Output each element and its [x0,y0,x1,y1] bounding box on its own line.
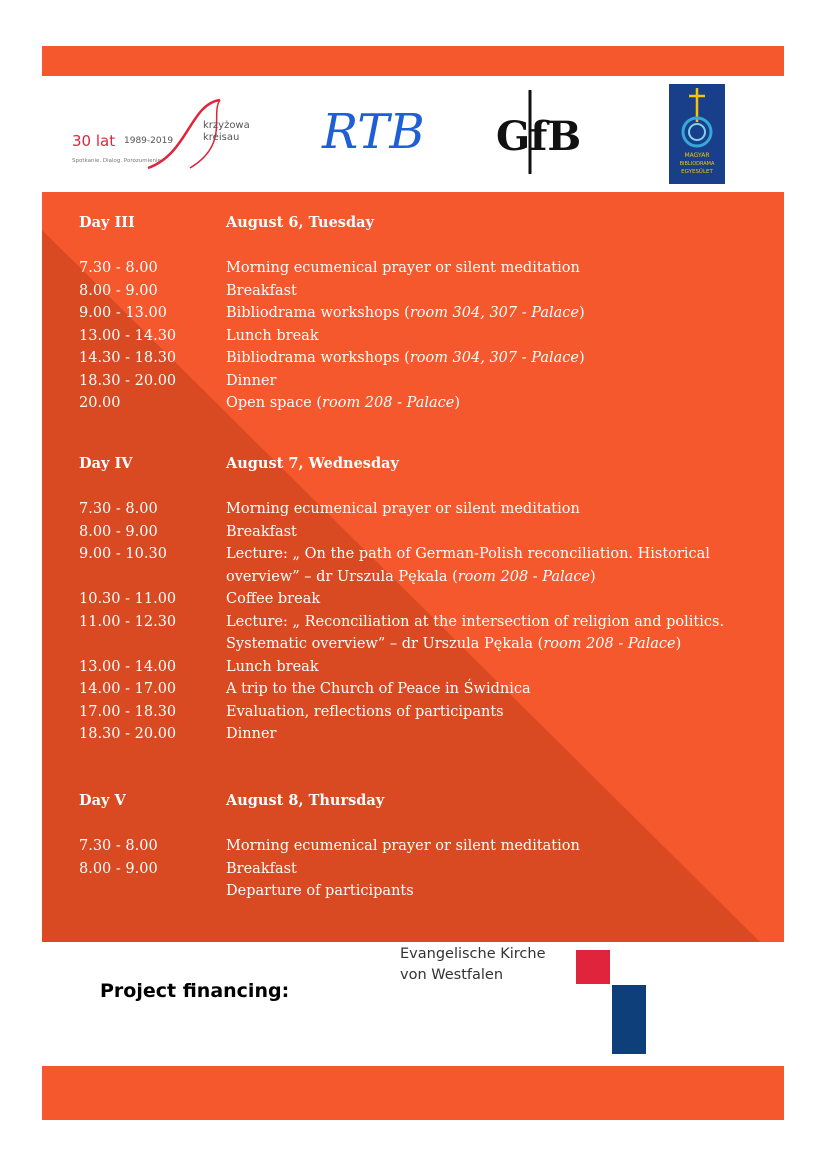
sponsor-name [400,944,546,986]
activity-close-paren: ) [578,350,585,366]
activity-text: Breakfast [226,282,297,299]
schedule-time: 18.30 - 20.00 [79,726,177,742]
schedule-activity [226,302,585,325]
sponsor-line-2: von Westfalen [400,967,504,983]
schedule-activity [226,280,297,303]
schedule-activity [226,566,596,589]
schedule-activity [226,656,319,679]
activity-location: room 208 - Palace [322,395,455,411]
schedule-time: 14.00 - 17.00 [79,681,177,697]
schedule-activity [226,370,276,393]
bottom-accent-bar [42,1066,784,1120]
kreisau-name-1: krzyżowa [203,120,250,131]
activity-text: Lunch break [226,658,319,675]
activity-text: Morning ecumenical prayer or silent meditation [226,838,580,854]
activity-text: Morning ecumenical prayer or silent meditation [226,501,580,517]
schedule-activity [226,880,414,903]
magyar-bibliodrama-logo [669,84,725,184]
schedule-time: 8.00 - 9.00 [79,860,158,877]
schedule-time: 10.30 - 11.00 [79,591,177,607]
schedule-activity [226,858,297,881]
schedule-activity [226,392,460,415]
activity-text: Coffee break [226,591,321,607]
day-date: August 7, Wednesday [226,455,399,472]
ekvw-blue-block [612,985,646,1054]
ekvw-red-square [576,950,610,984]
schedule-activity [226,543,710,566]
activity-location: room 304, 307 - Palace [409,305,579,321]
activity-text: Lecture: „ On the path of German-Polish reconciliation. Historical [226,546,710,562]
activity-text: Dinner [226,372,277,389]
schedule-time: 13.00 - 14.30 [79,327,177,344]
schedule-time: 9.00 - 10.30 [79,546,167,562]
day-date: August 6, Tuesday [226,214,374,231]
schedule-activity [226,835,580,858]
kreisau-name-2: kreisau [203,132,240,143]
activity-text: Breakfast [226,523,297,540]
activity-text: Lecture: „ Reconciliation at the intersection of religion and politics. [226,613,725,630]
day-label: Day V [79,792,126,809]
kreisau-years-big: 30 lat [72,132,116,150]
partner-logos [42,76,784,192]
activity-close-paren: ) [590,568,596,585]
activity-close-paren: ) [675,636,682,652]
schedule-activity [226,257,580,280]
activity-close-paren: ) [578,305,585,321]
activity-text: A trip to the Church of Peace in Świdnica [226,681,531,697]
schedule-activity [226,521,297,544]
kreisau-tagline: Spotkanie. Dialog. Porozumienie [72,158,161,164]
top-accent-bar [42,46,784,76]
schedule-activity [226,678,531,701]
kreisau-years-range: 1989-2019 [124,136,174,146]
svg-text:RTB: RTB [322,104,425,160]
schedule-time: 7.30 - 8.00 [79,501,158,517]
activity-close-paren: ) [454,395,460,411]
schedule-activity [226,723,276,746]
activity-location: room 208 - Palace [457,568,591,585]
rtb-logo [318,90,425,170]
kreisau-logo [70,94,270,174]
svg-text:GfB: GfB [496,113,582,160]
schedule-time: 7.30 - 8.00 [79,838,158,854]
schedule-activity [226,633,681,656]
schedule-activity [226,611,724,634]
magyar-line-2: BIBLIODRAMA [679,161,715,167]
schedule-activity [226,325,319,348]
activity-text: Breakfast [226,860,297,877]
gfb-logo-icon [492,82,582,182]
activity-location: room 208 - Palace [543,636,676,652]
rtb-logo-icon [318,90,425,170]
day-date: August 8, Thursday [226,792,385,809]
activity-text: Bibliodrama workshops ( [226,350,410,366]
magyar-line-1: MAGYAR [684,152,710,159]
schedule-time: 14.30 - 18.30 [79,350,177,366]
schedule-time: 7.30 - 8.00 [79,260,158,276]
activity-text: Morning ecumenical prayer or silent meditation [226,260,580,276]
activity-text: Dinner [226,726,277,742]
schedule-activity [226,588,320,611]
schedule-time: 8.00 - 9.00 [79,282,158,299]
schedule-time: 8.00 - 9.00 [79,523,158,540]
project-financing-label: Project financing: [100,980,290,1002]
schedule-time: 9.00 - 13.00 [79,305,167,321]
schedule-activity [226,498,580,521]
schedule-time: 18.30 - 20.00 [79,372,177,389]
activity-text: overview” – dr Urszula Pękala ( [226,568,458,585]
activity-text: Evaluation, reflections of participants [226,703,504,720]
gfb-logo [492,82,582,182]
schedule-time: 11.00 - 12.30 [79,613,177,630]
activity-text: Systematic overview” – dr Urszula Pękala ( [226,636,544,652]
schedule-time: 13.00 - 14.00 [79,658,177,675]
day-label: Day IV [79,455,133,472]
activity-location: room 304, 307 - Palace [409,350,579,366]
schedule-time: 17.00 - 18.30 [79,703,177,720]
activity-text: Departure of participants [226,883,414,899]
activity-text: Bibliodrama workshops ( [226,305,410,321]
activity-text: Open space ( [226,395,323,411]
schedule-time: 20.00 [79,395,121,411]
schedule-panel [42,192,784,942]
schedule-activity [226,701,504,724]
day-label: Day III [79,214,135,231]
sponsor-line-1: Evangelische Kirche [400,946,546,962]
magyar-line-3: EGYESÜLET [681,169,713,175]
activity-text: Lunch break [226,327,319,344]
schedule-activity [226,347,585,370]
